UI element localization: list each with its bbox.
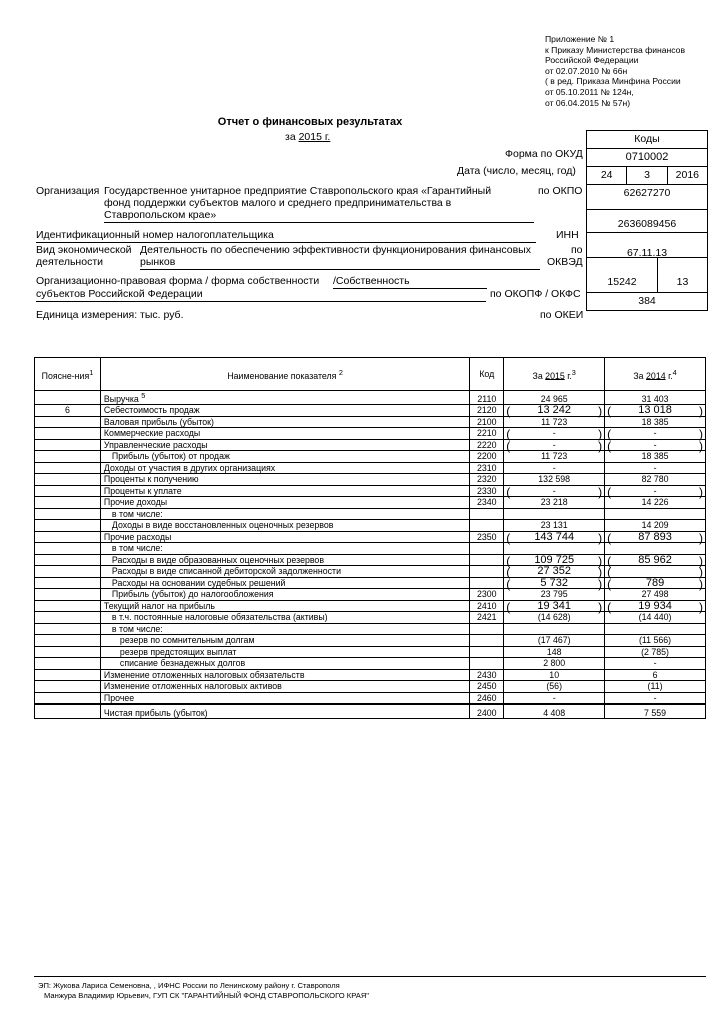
appendix-line: от 02.07.2010 № 66н (545, 65, 628, 76)
signature-footer (38, 981, 369, 1001)
row-name-text: Коммерческие расходы (103, 428, 201, 439)
row-value-2015: 23 131 (504, 520, 605, 532)
row-name (100, 554, 469, 566)
row-value-2014: 14 209 (605, 520, 706, 532)
okud-label: Форма по ОКУД (505, 148, 583, 160)
row-value-2014: 18 385 (605, 416, 706, 428)
row-value-2015: (17 467) (504, 635, 605, 647)
row-note (35, 600, 101, 612)
row-name (100, 566, 469, 578)
row-value-2015: - (504, 692, 605, 704)
row-footnote: 5 (141, 391, 146, 400)
row-name-text: в том числе: (111, 508, 163, 519)
form-line1: /Собственность (333, 275, 487, 289)
date-year: 2016 (667, 167, 707, 184)
col-note-header: Поясне-ния$^1$ (35, 358, 101, 391)
row-value-2014: - (605, 658, 706, 670)
table-row (35, 577, 706, 589)
row-value-2014: 31 403 (605, 391, 706, 405)
table-row (35, 669, 706, 681)
row-name (100, 485, 469, 497)
row-note (35, 658, 101, 670)
row-code: 2340 (470, 497, 504, 509)
row-code (470, 566, 504, 578)
row-value-2015: (56) (504, 681, 605, 693)
row-note (35, 531, 101, 543)
row-note (35, 681, 101, 693)
row-code (470, 577, 504, 589)
row-name-text: Проценты к получению (103, 474, 199, 485)
row-value-2015: ( - ) (504, 428, 605, 440)
row-code: 2100 (470, 416, 504, 428)
row-value-2014 (605, 543, 706, 555)
signature-line-2: Манжура Владимир Юрьевич, ГУП СК "ГАРАНТИЙНЫЙ ФОНД СТАВРОПОЛЬСКОГО КРАЯ" (44, 991, 369, 1000)
row-code (470, 635, 504, 647)
row-value-2015: ( - ) (504, 439, 605, 451)
row-name (100, 439, 469, 451)
table-header-row (35, 358, 706, 391)
okopf-label: по ОКОПФ / ОКФС (490, 288, 581, 300)
row-name-text: Прибыль (убыток) до налогообложения (111, 589, 274, 600)
row-value-2015 (504, 623, 605, 635)
okei-code: 384 (587, 292, 707, 310)
row-name-text: резерв по сомнительным долгам (119, 635, 255, 646)
table-row (35, 543, 706, 555)
row-note (35, 669, 101, 681)
row-name (100, 600, 469, 612)
appendix-line: ( в ред. Приказа Минфина России (545, 76, 681, 87)
inn-label: ИНН (556, 229, 579, 241)
row-note (35, 428, 101, 440)
appendix-line: Российской Федерации (545, 55, 639, 66)
row-name-text: Изменение отложенных налоговых активов (103, 681, 282, 692)
row-value-2015: 148 (504, 646, 605, 658)
row-name (100, 669, 469, 681)
table-row (35, 658, 706, 670)
codes-header: Коды (634, 133, 660, 145)
row-name (100, 704, 469, 719)
row-note (35, 416, 101, 428)
unit-label: Единица измерения: тыс. руб. (36, 309, 184, 321)
codes-box (586, 130, 708, 311)
row-value-2014: (2 785) (605, 646, 706, 658)
row-value-2015: 4 408 (504, 704, 605, 719)
row-name (100, 692, 469, 704)
row-name-text: резерв предстоящих выплат (119, 646, 237, 657)
row-value-2015: 23 795 (504, 589, 605, 601)
row-code (470, 646, 504, 658)
row-value-2015: - (504, 462, 605, 474)
appendix-line: Приложение № 1 (545, 34, 615, 44)
row-name (100, 623, 469, 635)
table-row (35, 439, 706, 451)
row-value-2014: ( 13 018 ) (605, 405, 706, 417)
okopf-row (587, 257, 707, 292)
row-value-2014: ( - ) (605, 485, 706, 497)
row-code: 2421 (470, 612, 504, 624)
table-row (35, 612, 706, 624)
row-code (470, 554, 504, 566)
row-note (35, 497, 101, 509)
row-code: 2320 (470, 474, 504, 486)
row-value-2014: (11) (605, 681, 706, 693)
row-name-text: Доходы в виде восстановленных оценочных резервов (111, 520, 334, 531)
report-period (285, 131, 330, 143)
activity-label-2: деятельности (36, 256, 103, 268)
period-prefix: за (285, 131, 296, 143)
date-month: 3 (626, 167, 666, 184)
date-label: Дата (число, месяц, год) (457, 165, 576, 177)
appendix-block (545, 34, 685, 108)
row-name (100, 658, 469, 670)
row-value-2014: ( 85 962 ) (605, 554, 706, 566)
row-note (35, 566, 101, 578)
table-row (35, 554, 706, 566)
row-value-2014: ( - ) (605, 428, 706, 440)
row-note (35, 692, 101, 704)
row-value-2014 (605, 623, 706, 635)
row-code: 2120 (470, 405, 504, 417)
row-value-2014: ( 789 ) (605, 577, 706, 589)
row-name-text: списание безнадежных долгов (119, 658, 246, 669)
date-day: 24 (600, 169, 613, 181)
row-name (100, 405, 469, 417)
row-value-2015: ( 143 744 ) (504, 531, 605, 543)
inn-full-label: Идентификационный номер налогоплательщика (36, 229, 536, 243)
row-value-2014 (605, 566, 706, 578)
row-note (35, 635, 101, 647)
table-row (35, 508, 706, 520)
row-value-2015: 11 723 (504, 451, 605, 463)
row-value-2015: ( 19 341 ) (504, 600, 605, 612)
row-name (100, 520, 469, 532)
row-name (100, 646, 469, 658)
row-name (100, 428, 469, 440)
row-code (470, 658, 504, 670)
table-row (35, 681, 706, 693)
row-note (35, 439, 101, 451)
row-name-text: Выручка (103, 393, 139, 404)
row-value-2014: - (605, 692, 706, 704)
table-row (35, 428, 706, 440)
footer-divider (34, 976, 706, 977)
row-value-2015 (504, 508, 605, 520)
row-name-text: Себестоимость продаж (103, 405, 200, 416)
row-note (35, 451, 101, 463)
appendix-line: от 05.10.2011 № 124н, (545, 86, 634, 97)
row-name (100, 531, 469, 543)
org-name-line1: Государственное унитарное предприятие Ставропольского края «Гарантийный (104, 185, 492, 197)
activity-line2: рынков (140, 256, 540, 270)
row-value-2014: (11 566) (605, 635, 706, 647)
row-name (100, 462, 469, 474)
row-value-2014: - (605, 462, 706, 474)
table-row (35, 451, 706, 463)
col-2015-header: За 2015 г.$^3$ (504, 358, 605, 391)
row-name-text: Прочие расходы (103, 531, 172, 542)
row-name (100, 681, 469, 693)
row-name-text: Управленческие расходы (103, 439, 208, 450)
row-note (35, 520, 101, 532)
row-code: 2310 (470, 462, 504, 474)
col-2014-header: За 2014 г.$^4$ (605, 358, 706, 391)
inn-code: 2636089456 (587, 209, 707, 232)
row-code: 2460 (470, 692, 504, 704)
row-code: 2350 (470, 531, 504, 543)
row-code: 2210 (470, 428, 504, 440)
row-value-2014: 6 (605, 669, 706, 681)
row-code: 2400 (470, 704, 504, 719)
okved-label-1: по (571, 244, 583, 256)
row-note (35, 646, 101, 658)
row-name (100, 497, 469, 509)
okud-code: 0710002 (587, 148, 707, 166)
table-row (35, 566, 706, 578)
row-code (470, 508, 504, 520)
row-name-text: Доходы от участия в других организациях (103, 462, 276, 473)
row-name (100, 451, 469, 463)
row-name (100, 577, 469, 589)
row-value-2014: 14 226 (605, 497, 706, 509)
row-note (35, 623, 101, 635)
row-note (35, 577, 101, 589)
row-name (100, 391, 469, 405)
row-code (470, 623, 504, 635)
row-name-text: в том числе: (111, 623, 163, 634)
row-value-2015: 11 723 (504, 416, 605, 428)
row-code: 2200 (470, 451, 504, 463)
row-name (100, 508, 469, 520)
activity-line1: Деятельность по обеспечению эффективности функционирования финансовых (140, 244, 531, 256)
okei-label: по ОКЕИ (540, 309, 584, 321)
row-name-text: Расходы в виде списанной дебиторской задолженности (111, 566, 342, 577)
row-note: 6 (35, 405, 101, 417)
okfs-code: 13 (657, 258, 707, 292)
okpo-label: по ОКПО (538, 185, 583, 197)
row-name-text: Валовая прибыль (убыток) (103, 416, 214, 427)
date-row (587, 166, 707, 184)
table-row (35, 520, 706, 532)
row-value-2014: ( 87 893 ) (605, 531, 706, 543)
row-code: 2410 (470, 600, 504, 612)
appendix-line: от 06.04.2015 № 57н) (545, 97, 631, 108)
table-row (35, 692, 706, 704)
row-code (470, 543, 504, 555)
report-title: Отчет о финансовых результатах (217, 116, 403, 128)
row-note (35, 554, 101, 566)
row-value-2014: 7 559 (605, 704, 706, 719)
table-row (35, 405, 706, 417)
table-row (35, 497, 706, 509)
period-year: 2015 г. (298, 131, 331, 143)
row-value-2015: (14 628) (504, 612, 605, 624)
row-value-2014: 27 498 (605, 589, 706, 601)
row-name (100, 543, 469, 555)
row-value-2014: ( - ) (605, 439, 706, 451)
row-name-text: Чистая прибыль (убыток) (103, 707, 208, 718)
row-code: 2430 (470, 669, 504, 681)
row-code (470, 520, 504, 532)
row-name (100, 416, 469, 428)
row-value-2015: 2 800 (504, 658, 605, 670)
table-row (35, 416, 706, 428)
row-note (35, 485, 101, 497)
table-row (35, 474, 706, 486)
row-code: 2330 (470, 485, 504, 497)
row-value-2015 (504, 543, 605, 555)
row-name-text: Прибыль (убыток) от продаж (111, 451, 230, 462)
row-note (35, 612, 101, 624)
row-name-text: Проценты к уплате (103, 485, 182, 496)
row-name (100, 589, 469, 601)
org-name-line3: Ставропольском крае» (104, 209, 534, 223)
form-label: Организационно-правовая форма / форма собственности (36, 275, 320, 287)
table-row (35, 391, 706, 405)
row-note (35, 589, 101, 601)
row-code: 2450 (470, 681, 504, 693)
table-row (35, 635, 706, 647)
row-note (35, 704, 101, 719)
table-row (35, 485, 706, 497)
row-value-2015: 23 218 (504, 497, 605, 509)
row-note (35, 462, 101, 474)
table-row (35, 623, 706, 635)
row-value-2014: ( 19 934 ) (605, 600, 706, 612)
okved-code: 67.11.13 (587, 232, 707, 257)
org-name-line2: фонд поддержки субъектов малого и среднего предпринимательства в (104, 197, 452, 209)
form-line2: субъектов Российской Федерации (36, 288, 486, 302)
table-row (35, 704, 706, 719)
okved-label-2: ОКВЭД (547, 256, 583, 268)
row-name-text: Прочие доходы (103, 497, 168, 508)
row-value-2014: 82 780 (605, 474, 706, 486)
appendix-line: к Приказу Министерства финансов (545, 44, 686, 55)
row-name-text: Текущий налог на прибыль (103, 600, 215, 611)
table-row (35, 600, 706, 612)
okpo-code: 62627270 (587, 184, 707, 209)
row-code: 2300 (470, 589, 504, 601)
row-name-text: Изменение отложенных налоговых обязательств (103, 669, 305, 680)
row-name-text: в том числе: (111, 543, 163, 554)
row-value-2014 (605, 508, 706, 520)
table-row (35, 646, 706, 658)
row-value-2014: 18 385 (605, 451, 706, 463)
row-value-2015: ( 5 732 ) (504, 577, 605, 589)
okopf-code: 15242 (607, 276, 637, 288)
row-name-text: Прочее (103, 692, 135, 703)
row-name (100, 635, 469, 647)
row-value-2015: 24 965 (504, 391, 605, 405)
row-value-2014: (14 440) (605, 612, 706, 624)
row-name-text: Расходы на основании судебных решений (111, 577, 286, 588)
row-value-2015: ( 27 352 ) (504, 566, 605, 578)
col-name-header: Наименование показателя $^2$ (100, 358, 469, 391)
row-name (100, 474, 469, 486)
activity-label-1: Вид экономической (36, 244, 132, 256)
row-note (35, 474, 101, 486)
row-code: 2110 (470, 391, 504, 405)
table-row (35, 589, 706, 601)
col-code-header: Код (470, 358, 504, 391)
row-note (35, 543, 101, 555)
row-code: 2220 (470, 439, 504, 451)
row-note (35, 391, 101, 405)
row-value-2015: ( - ) (504, 485, 605, 497)
row-name (100, 612, 469, 624)
table-row (35, 531, 706, 543)
org-label: Организация (36, 185, 100, 197)
row-value-2015: ( 109 725 ) (504, 554, 605, 566)
table-row (35, 462, 706, 474)
row-value-2015: 10 (504, 669, 605, 681)
row-value-2015: ( 13 242 ) (504, 405, 605, 417)
signature-line-1: ЭП: Жукова Лариса Семеновна, , ИФНС России по Ленинскому району г. Ставрополя (38, 981, 340, 990)
row-name-text: в т.ч. постоянные налоговые обязательства (активы) (111, 612, 328, 623)
financial-results-table (34, 357, 706, 719)
row-value-2015: 132 598 (504, 474, 605, 486)
row-name-text: Расходы в виде образованных оценочных резервов (111, 554, 324, 565)
row-note (35, 508, 101, 520)
